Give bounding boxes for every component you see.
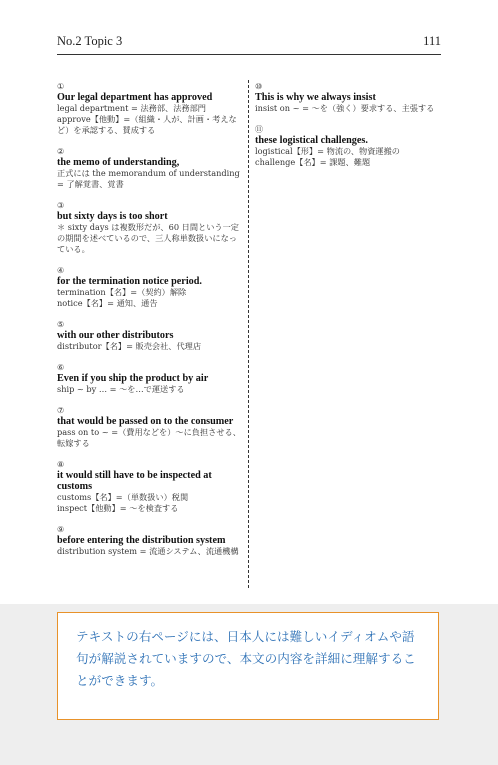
entry-phrase: but sixty days is too short — [57, 211, 168, 222]
glossary-entry — [255, 82, 441, 114]
page-number: 111 — [423, 34, 441, 48]
entry-gloss: ＊ sixty days は複数形だが、60 日間という一定の期間を述べているので、三人称単数扱いになっている。 — [57, 222, 239, 254]
notice-box — [57, 612, 439, 720]
glossary-entry — [57, 266, 243, 309]
entry-gloss: customs【名】=（単数扱い）税関 — [57, 492, 189, 502]
entry-gloss: approve【他動】=（組織・人が、計画・考えなど）を承認する、賛成する — [57, 114, 237, 135]
glossary-entry — [57, 363, 243, 395]
right-column — [255, 82, 441, 179]
entry-gloss: notice【名】= 通知、通告 — [57, 298, 158, 308]
glossary-entry — [57, 406, 243, 449]
topic-label: No.2 Topic 3 — [57, 34, 123, 48]
entry-number: ③ — [57, 201, 65, 210]
glossary-entry — [57, 147, 243, 190]
entry-number: ⑦ — [57, 406, 65, 415]
page-header — [57, 34, 441, 55]
left-column — [57, 82, 243, 568]
entry-number: ⑪ — [255, 125, 263, 134]
entry-number: ① — [57, 82, 65, 91]
entry-gloss: distributor【名】= 販売会社、代理店 — [57, 341, 202, 351]
entry-gloss: logistical【形】= 物流の、物資運搬の — [255, 146, 400, 156]
entry-gloss: ship ~ by … = ～を…で運送する — [57, 384, 185, 394]
entry-phrase: it would still have to be inspected at customs — [57, 470, 212, 492]
entry-number: ⑨ — [57, 525, 65, 534]
entry-phrase: these logistical challenges. — [255, 135, 368, 146]
entry-gloss: termination【名】=（契約）解除 — [57, 287, 187, 297]
glossary-entry — [57, 525, 243, 557]
entry-number: ⑧ — [57, 460, 65, 469]
glossary-entry — [57, 320, 243, 352]
entry-phrase: with our other distributors — [57, 330, 174, 341]
entry-gloss: challenge【名】= 課題、難題 — [255, 157, 371, 167]
entry-gloss: 正式には the memorandum of understanding = 了解覚書、覚書 — [57, 168, 240, 189]
column-divider — [248, 80, 249, 588]
entry-phrase: before entering the distribution system — [57, 535, 226, 546]
entry-phrase: for the termination notice period. — [57, 276, 202, 287]
entry-phrase: that would be passed on to the consumer — [57, 416, 234, 427]
entry-number: ⑥ — [57, 363, 65, 372]
entry-phrase: Our legal department has approved — [57, 92, 213, 103]
entry-number: ② — [57, 147, 65, 156]
notice-text: テキストの右ページには、日本人には難しいイディオムや語句が解説されていますので、本文の内容を詳細に理解することができます。 — [76, 629, 416, 688]
entry-gloss: pass on to ~ =（費用などを）～に負担させる、転嫁する — [57, 427, 241, 448]
entry-gloss: distribution system = 流通システム、流通機構 — [57, 546, 239, 556]
entry-phrase: the memo of understanding, — [57, 157, 180, 168]
entry-gloss: insist on ~ = ～を（強く）要求する、主張する — [255, 103, 435, 113]
glossary-entry — [57, 201, 243, 255]
glossary-entry — [57, 460, 243, 514]
entry-number: ⑩ — [255, 82, 263, 91]
entry-gloss: legal department = 法務部、法務部門 — [57, 103, 206, 113]
glossary-entry — [57, 82, 243, 136]
entry-number: ⑤ — [57, 320, 65, 329]
entry-phrase: This is why we always insist — [255, 92, 376, 103]
entry-phrase: Even if you ship the product by air — [57, 373, 209, 384]
glossary-entry — [255, 125, 441, 168]
entry-gloss: inspect【他動】= ～を検査する — [57, 503, 179, 513]
entry-number: ④ — [57, 266, 65, 275]
